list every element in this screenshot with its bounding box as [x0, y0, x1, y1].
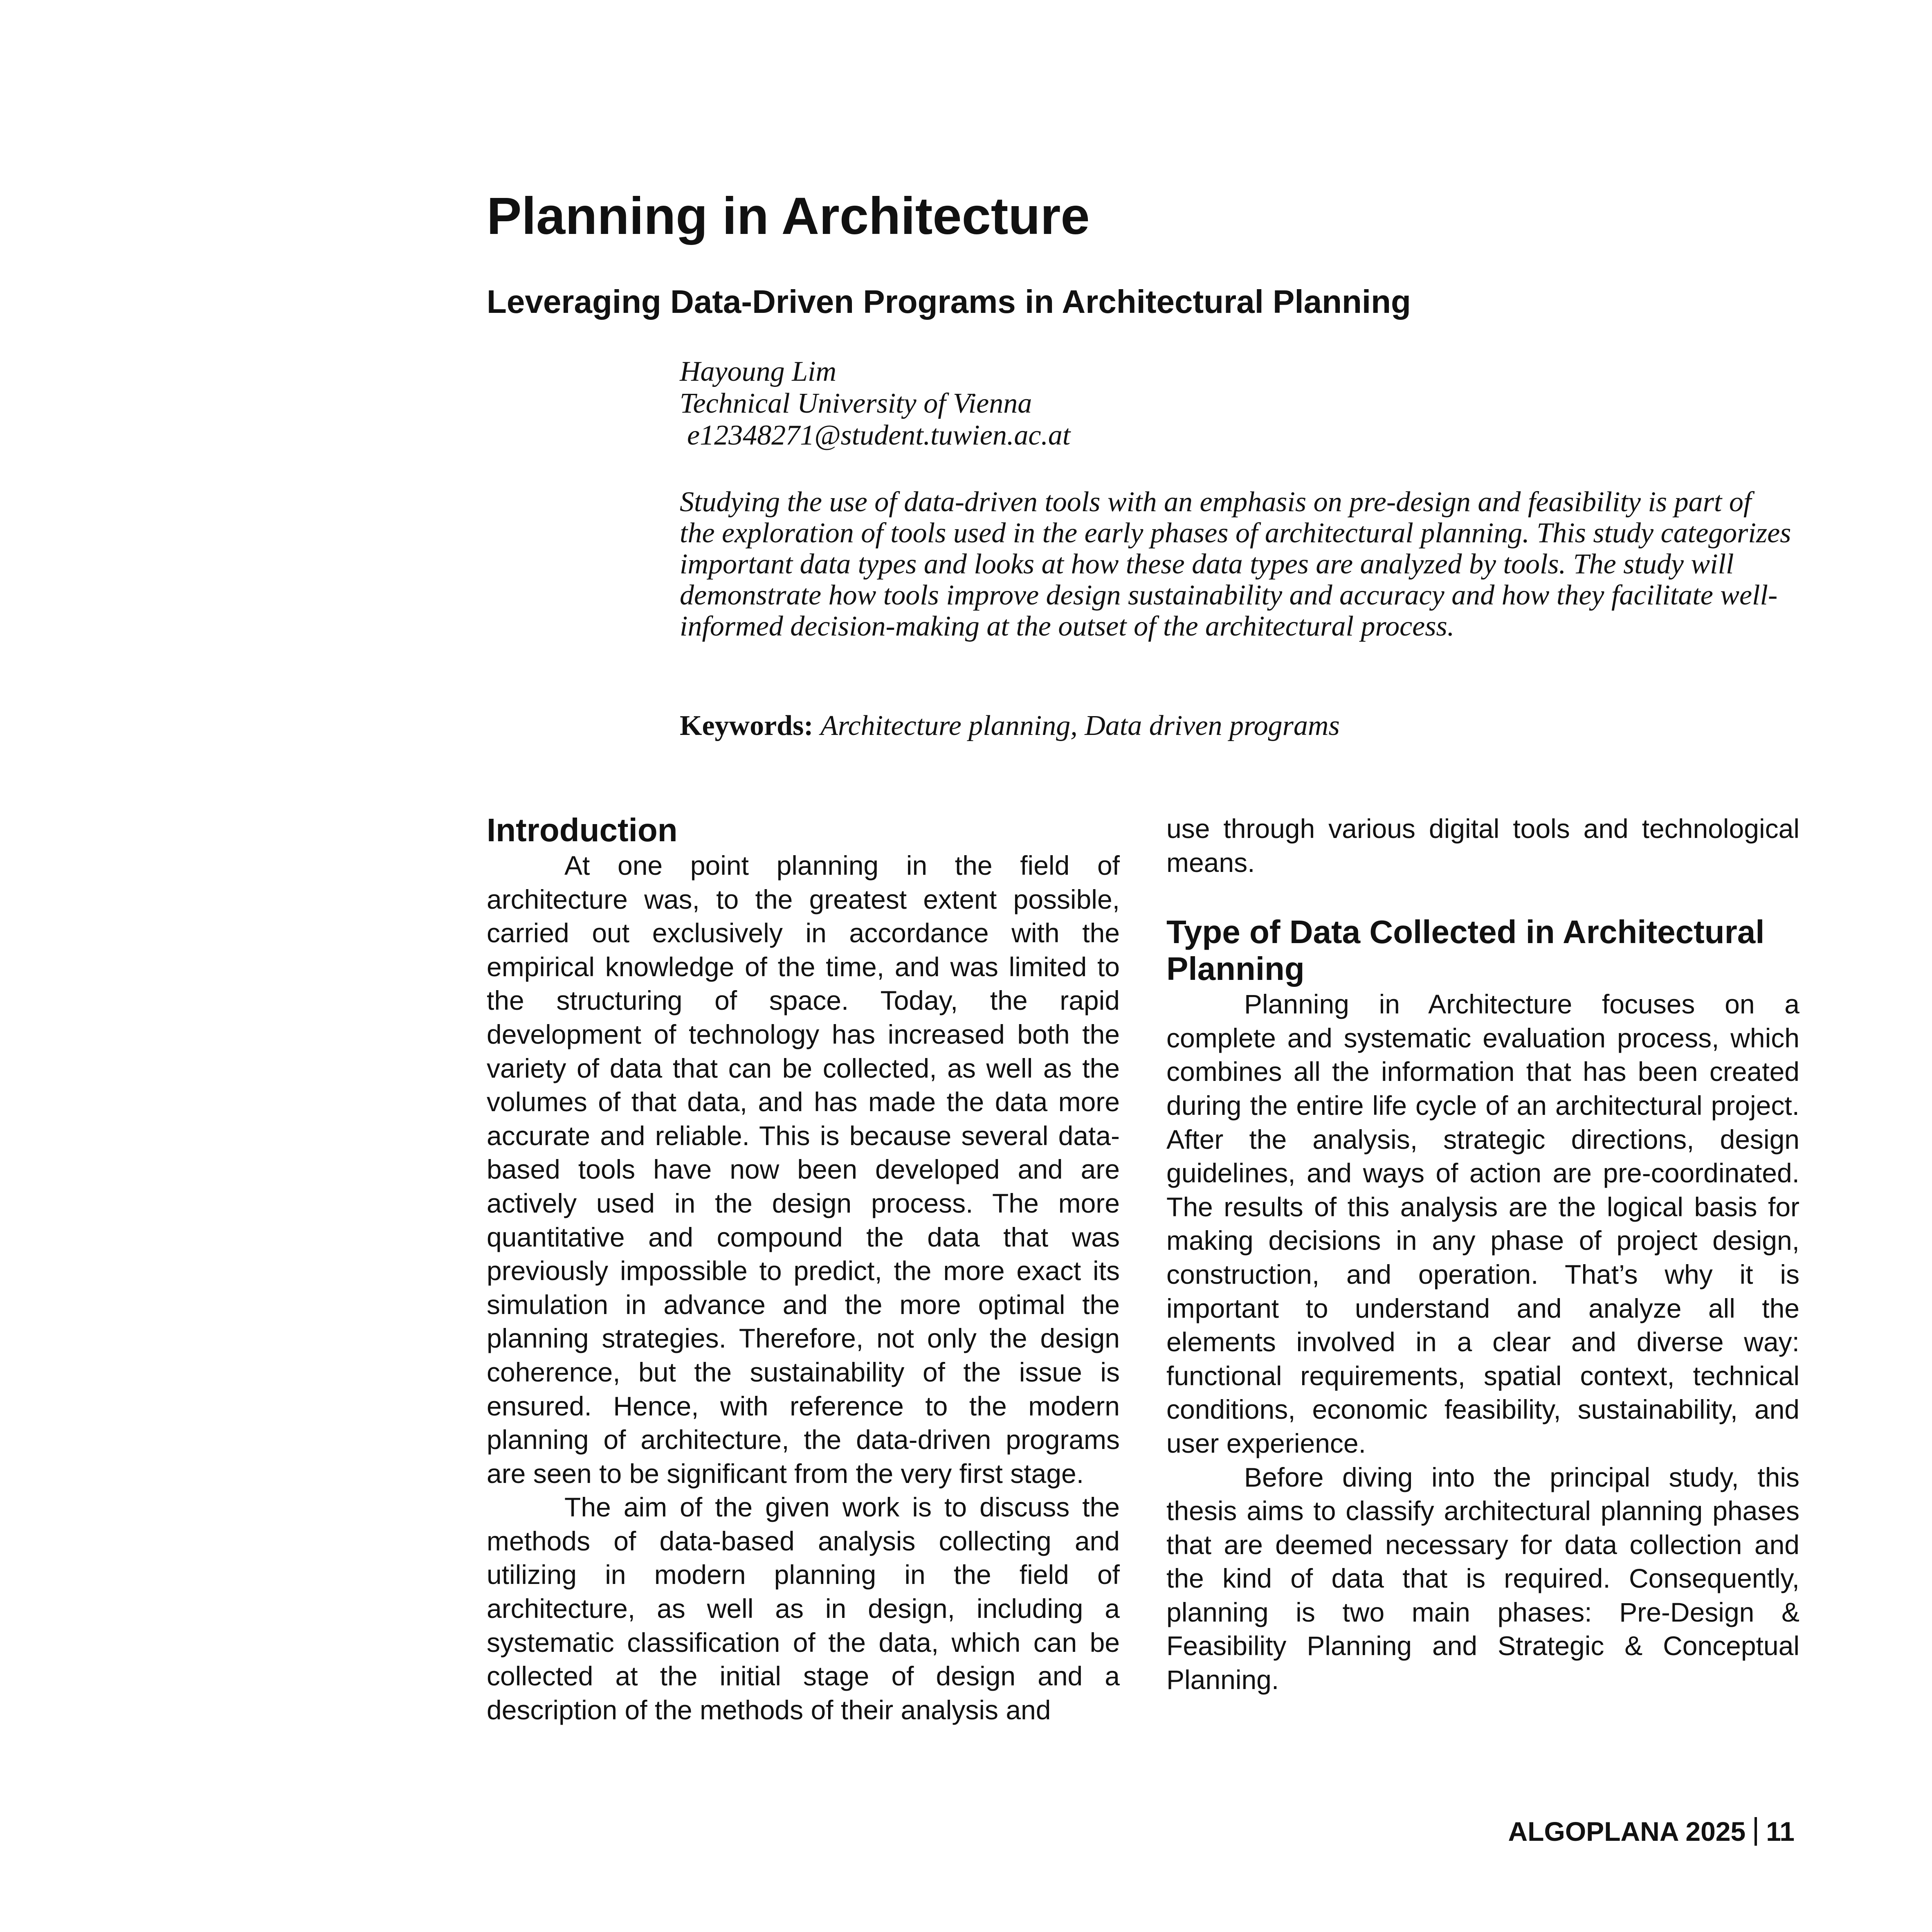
- keywords: [680, 710, 1792, 742]
- keywords-text: Architecture planning, Data driven programs: [820, 710, 1340, 741]
- data-types-paragraph-1: Planning in Architecture focuses on a complete and systematic evaluation process, which combines all the information that has been created during the entire life cycle of an architectural project. After the analysis, strategic directions, design guidelines, and ways of action are pre-coordinated. The results of this analysis are the logical basis for making decisions in any phase of project design, construction, and operation. That’s why it is important to understand and analyze all the elements involved in a clear and diverse way: functional requirements, spatial context, technical conditions, economic feasibility, sustainability, and user experience.: [1166, 989, 1799, 1458]
- data-types-paragraph-2: Before diving into the principal study, this thesis aims to classify architectural planning phases that are deemed necessary for data collection and the kind of data that is required. Consequently, planning is two main phases: Pre-Design & Feasibility Planning and Strategic & Conceptual Planning.: [1166, 1462, 1799, 1695]
- paper-title: Planning in Architecture: [487, 187, 1090, 245]
- page-number: 11: [1766, 1816, 1795, 1847]
- abstract: Studying the use of data-driven tools with an emphasis on pre-design and feasibility is part of the exploration of tools used in the early phases of architectural planning. This study categorizes important data types and looks at how these data types are analyzed by tools. The study will demonstrate how tools improve design sustainability and accuracy and how they facilitate well-informed decision-making at the outset of the architectural process.: [680, 486, 1791, 642]
- section-heading-introduction: Introduction: [487, 812, 678, 848]
- author-email: e12348271@student.tuwien.ac.at: [687, 420, 1071, 451]
- footer-divider: [1755, 1817, 1757, 1846]
- author-name: Hayoung Lim: [680, 356, 837, 387]
- page-footer: [1508, 1816, 1795, 1847]
- section-heading-data-types: Type of Data Collected in Architectural Planning: [1166, 914, 1765, 987]
- keywords-label: Keywords:: [680, 710, 813, 741]
- introduction-paragraph-2-continued: use through various digital tools and technological means.: [1166, 813, 1799, 878]
- paper-subtitle: Leveraging Data-Driven Programs in Architectural Planning: [487, 283, 1411, 320]
- left-column: [487, 812, 1120, 1727]
- introduction-paragraph-2: The aim of the given work is to discuss the methods of data-based analysis collecting and utilizing in modern planning in the field of architecture, as well as in design, including a systematic classification of the data, which can be collected at the initial stage of design and a description of the methods of their analysis and: [487, 1492, 1120, 1725]
- right-column: [1166, 812, 1799, 1697]
- author-affiliation: Technical University of Vienna: [680, 388, 1032, 419]
- author-block: [680, 356, 1784, 452]
- journal-name: ALGOPLANA 2025: [1508, 1816, 1746, 1847]
- introduction-paragraph-1: At one point planning in the field of architecture was, to the greatest extent possible, carried out exclusively in accordance with the empirical knowledge of the time, and was limited to the structuring of space. Today, the rapid development of technology has increased both the variety of data that can be collected, as well as the volumes of that data, and has made the data more accurate and reliable. This is because several data-based tools have now been developed and are actively used in the design process. The more quantitative and compound the data that was previously impossible to predict, the more exact its simulation in advance and the more optimal the planning strategies. Therefore, not only the design coherence, but the sustainability of the issue is ensured. Hence, with reference to the modern planning of architecture, the data-driven programs are seen to be significant from the very first stage.: [487, 850, 1120, 1489]
